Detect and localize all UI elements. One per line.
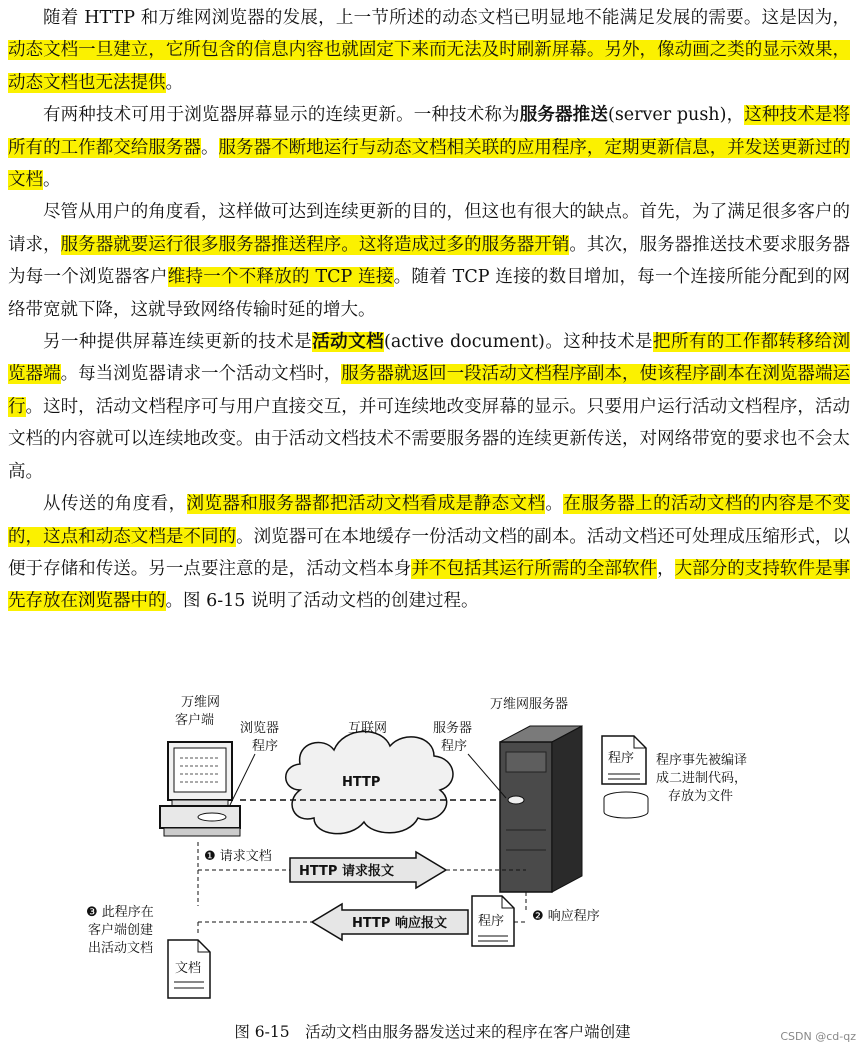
highlighted-text: 浏览器和服务器都把活动文档看成是静态文档 [186,494,546,515]
highlighted-text: 服务器就要运行很多服务器推送程序。这将造成过多的服务器开销 [60,234,570,255]
highlighted-text: 这种技术是将所有的工作都交给服务器 [8,105,851,158]
text-run: 。 [43,170,61,191]
step1-label: ❶ 请求文档 [204,849,272,864]
highlighted-text: 维持一个不释放的 TCP 连接 [167,267,394,288]
step3-line-2: 客户端创建 [88,923,154,938]
highlighted-text: 并不包括其运行所需的全部软件 [411,558,658,579]
request-message: HTTP 请求报文 [299,864,394,879]
text-run: 。 [545,494,564,515]
text-run: 从传送的角度看， [43,494,187,515]
server-program-label-2: 程序 [441,739,468,754]
compile-note-2: 成二进制代码， [656,771,748,786]
paragraph-2 [8,99,850,196]
text-run: 。随着 TCP 连接的数目增加，每一个连接所能分配到的网络带宽就下降，这就导致网络传输时延的增大。 [8,267,851,320]
text-run: 。其次，服务器推送技术要求服务器为每一个浏览器客户 [8,234,851,288]
text-run: ， [657,558,675,579]
server-program-label-1: 服务器 [433,721,473,736]
highlighted-text: 服务器不断地运行与动态文档相关联的应用程序，定期更新信息，并发送更新过的文档 [8,137,851,191]
client-label-2: 客户端 [175,713,215,728]
highlighted-text: 把所有的工作都转移给浏览器端 [8,332,851,385]
highlighted-text: 服务器就返回一段活动文档程序副本，使该程序副本在浏览器端运行 [8,364,851,417]
text-run: 。这时，活动文档程序可与用户直接交互，并可连续地改变屏幕的显示。只要用户运行活动文档程序，活动文档的内容就可以连续地改变。由于活动文档技术不需要服务器的连续更新传送，对网络带宽的要求也不会太高。 [8,396,851,482]
text-run: 尽管从用户的角度看，这样做可达到连续更新的目的，但这也有很大的缺点。首先，为了满足很多客户的请求， [8,202,850,255]
browser-label-1: 浏览器 [240,721,280,736]
figure-6-15 [0,680,865,1010]
disk-storage-icon [604,792,648,818]
highlighted-text: 在服务器上的活动文档的内容是不变的，这点和动态文档是不同的 [8,494,851,547]
client-computer-icon [160,742,240,836]
paragraph-5 [8,488,850,618]
compile-note-3: 存放为文件 [668,789,734,804]
paragraph-3 [8,196,850,326]
response-message: HTTP 响应报文 [352,916,447,931]
text-run: 。 [200,137,219,158]
server-tower-icon [500,726,582,892]
paragraph-1 [8,2,850,99]
text-run: 另一种提供屏幕连续更新的技术是 [43,332,313,353]
active-document-label: 文档 [175,961,202,976]
watermark: CSDN @cd-qz [780,1030,856,1043]
http-label: HTTP [342,775,381,790]
text-run: 随着 HTTP 和万维网浏览器的发展，上一节所述的动态文档已明显地不能满足发展的需要。这是因为， [43,8,850,28]
text-run: 。浏览器可在本地缓存一份活动文档的副本。活动文档还可处理成压缩形式，以便于存储和传送。另一点要注意的是，活动文档本身 [8,526,851,579]
text-run: 服务器推送 [519,105,608,126]
highlighted-text: 动态文档一旦建立，它所包含的信息内容也就固定下来而无法及时刷新屏幕。另外，像动画之类的显示效果，动态文档也无法提供 [8,40,850,93]
text-run: 。每当浏览器请求一个活动文档时， [60,364,342,385]
server-label: 万维网服务器 [490,697,569,712]
internet-label: 互联网 [348,721,388,736]
browser-label-2: 程序 [252,739,279,754]
paragraph-4 [8,326,850,488]
active-document-diagram [0,680,865,1010]
figure-caption: 图 6-15 活动文档由服务器发送过来的程序在客户端创建 [234,1023,631,1041]
browser-pointer [230,754,255,805]
response-program-label: 程序 [478,914,505,929]
step3-line-1: ❸ 此程序在 [86,905,154,920]
article-body [8,2,850,618]
step2-label: ❷ 响应程序 [532,909,600,924]
text-run: 。 [165,72,183,93]
client-label-1: 万维网 [181,695,221,710]
compile-note-1: 程序事先被编译 [656,753,748,768]
program-file-label: 程序 [608,751,635,766]
text-run: 。图 6-15 说明了活动文档的创建过程。 [165,591,479,612]
highlighted-text: 活动文档 [312,332,385,353]
highlighted-text: 大部分的支持软件是事先存放在浏览器中的 [8,558,851,612]
step3-line-3: 出活动文档 [88,941,154,956]
text-run: (active document)。这种技术是 [384,332,654,353]
text-run: 有两种技术可用于浏览器屏幕显示的连续更新。一种技术称为 [43,105,520,126]
text-run: (server push)， [608,105,745,126]
